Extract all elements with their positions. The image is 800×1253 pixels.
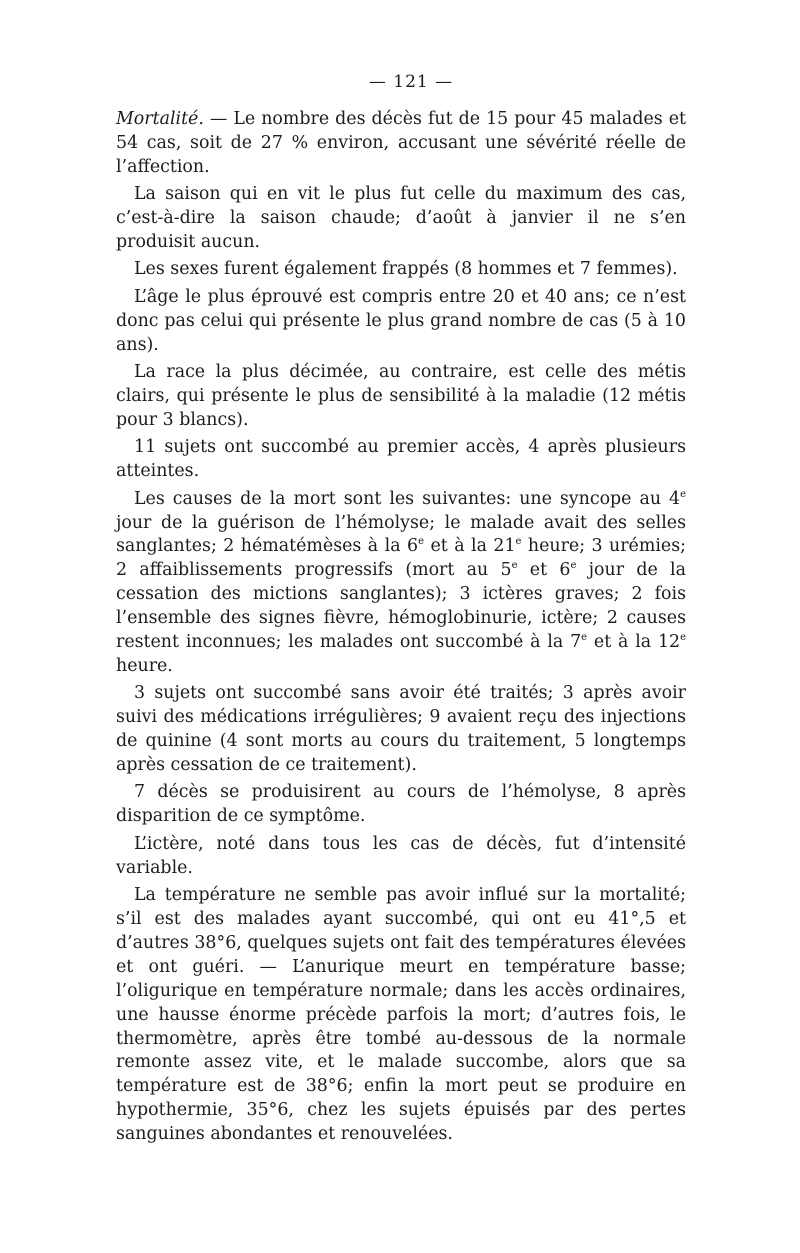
paragraph-race: La race la plus décimée, au contraire, est celle des métis clairs, qui présente le plus de sensibilité à la maladie (12 métis pour 3 blancs).: [116, 362, 686, 430]
causes-text: et à la 12: [587, 632, 681, 653]
paragraph-text: — Le nombre des décès fut de 15 pour 45 malades et 54 cas, soit de 27 % environ, accusant une sévérité réelle de l’affection.: [116, 109, 686, 177]
causes-text: Les causes de la mort sont les suivantes: une syncope au 4: [134, 488, 681, 509]
paragraph-age: L’âge le plus éprouvé est compris entre 20 et 40 ans; ce n’est donc pas celui qui présente le plus grand nombre de cas (5 à 10 ans).: [116, 286, 686, 355]
paragraph-causes: [116, 488, 686, 679]
paragraph-icterus: L’ictère, noté dans tous les cas de décès, fut d’intensité variable.: [116, 833, 686, 878]
paragraph-first-attack: 11 sujets ont succombé au premier accès, 4 après plusieurs atteintes.: [116, 437, 686, 482]
ordinal-superscript: e: [680, 488, 686, 500]
ordinal-superscript: e: [515, 536, 522, 548]
ordinal-superscript: e: [581, 632, 588, 644]
causes-text: heure.: [116, 655, 173, 676]
section-title: Mortalité.: [116, 109, 204, 129]
causes-text: et à la 21: [424, 536, 516, 557]
paragraph-treatment: 3 sujets ont succombé sans avoir été traités; 3 après avoir suivi des médications irrégulières; 9 avaient reçu des injections de quinine (4 sont morts au cours du traitement, 5 longtemps après cessation de ce traitement).: [116, 683, 686, 776]
book-page: [116, 72, 686, 1151]
ordinal-superscript: e: [570, 560, 577, 572]
causes-text: jour de la guérison de l’hémolyse; le malade avait des selles sanglantes; 2 hématémèses à la 6: [116, 512, 686, 557]
paragraph-sexes: Les sexes furent également frappés (8 hommes et 7 femmes).: [134, 259, 678, 280]
paragraph-temperature: La température ne semble pas avoir influé sur la mortalité; s’il est des malades ayant succombé, qui ont eu 41°,5 et d’autres 38°6, quelques sujets ont fait des températures élevées et ont guéri. — L’anurique meurt en température basse; l’oligurique en température normale; dans les accès ordinaires, une hausse énorme précède parfois la mort; d’autres fois, le thermomètre, après être tombé au-dessous de la normale remonte assez vite, et le malade succombe, alors que sa température est de 38°6; enfin la mort peut se produire en hypothermie, 35°6, chez les sujets épuisés par des pertes sanguines abondantes et renouvelées.: [116, 885, 686, 1145]
paragraph-hemolysis: 7 décès se produisirent au cours de l’hémolyse, 8 après disparition de ce symptôme.: [116, 782, 686, 827]
page-number: — 121 —: [368, 72, 454, 92]
causes-text: jour de la cessation des mictions sanglantes); 3 ictères graves; 2 fois l’ensemble des signes fièvre, hémoglobinurie, ictère; 2 causes restent inconnues; les malades ont succombé à la 7: [116, 560, 686, 653]
causes-text: heure; 3 urémies; 2 affaiblissements progressifs (mort au 5: [116, 536, 686, 581]
causes-text: et 6: [517, 560, 571, 581]
ordinal-superscript: e: [418, 536, 424, 548]
ordinal-superscript: e: [511, 560, 518, 572]
paragraph-mortality: [116, 108, 686, 180]
ordinal-superscript: e: [680, 632, 686, 644]
paragraph-season: La saison qui en vit le plus fut celle du maximum des cas, c’est-à-dire la saison chaude; d’août à janvier il ne s’en produisit aucun.: [116, 184, 686, 253]
